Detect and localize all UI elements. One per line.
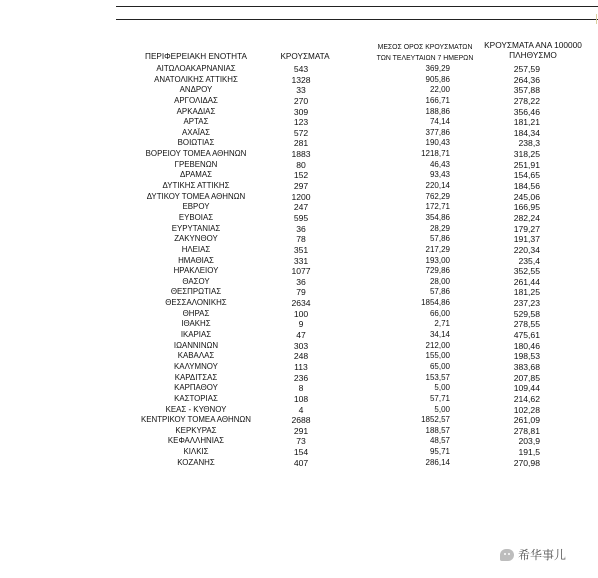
watermark <box>500 546 566 563</box>
watermark-text: 希华事儿 <box>518 548 567 562</box>
table-row <box>0 415 598 426</box>
cell-cases-per-100000: 166,95 <box>513 202 540 213</box>
cell-7day-average: 369,29 <box>425 64 450 73</box>
cell-region: ΑΙΤΩΛΟΑΚΑΡΝΑΝΙΑΣ <box>156 64 236 73</box>
cell-region: ΚΑΛΥΜΝΟΥ <box>174 361 218 371</box>
cell-cases: 33 <box>296 85 306 96</box>
table-row <box>0 405 598 416</box>
cell-cases-per-100000: 102,28 <box>513 404 540 415</box>
cell-7day-average: 34,14 <box>429 330 450 340</box>
cell-region: ΗΜΑΘΙΑΣ <box>178 255 214 265</box>
cell-cases-per-100000: 356,46 <box>513 106 540 117</box>
table-row <box>0 436 598 447</box>
cell-region: ΕΥΡΥΤΑΝΙΑΣ <box>171 223 221 233</box>
cell-cases-per-100000: 191,5 <box>518 447 540 458</box>
cell-cases-per-100000: 529,58 <box>513 308 540 319</box>
cell-region: ΚΑΡΔΙΤΣΑΣ <box>174 372 218 382</box>
cell-7day-average: 2,71 <box>434 319 450 329</box>
column-header-7day-average <box>360 42 490 64</box>
cell-cases: 78 <box>296 234 306 245</box>
cell-region: ΒΟΙΩΤΙΑΣ <box>177 138 215 148</box>
cell-7day-average: 905,86 <box>425 74 450 84</box>
cell-cases-per-100000: 214,62 <box>513 393 540 404</box>
table-row <box>0 330 598 341</box>
cell-region: ΑΡΚΑΔΙΑΣ <box>176 106 216 116</box>
cell-cases-per-100000: 282,24 <box>513 212 540 223</box>
cell-cases: 36 <box>296 276 306 287</box>
cell-cases: 2634 <box>291 298 311 309</box>
cell-cases-per-100000: 357,88 <box>513 85 540 96</box>
cell-7day-average: 155,00 <box>425 351 450 361</box>
table-row <box>0 138 598 149</box>
cell-7day-average: 217,29 <box>425 244 450 254</box>
cell-cases: 303 <box>293 340 309 351</box>
cell-7day-average: 762,29 <box>425 191 450 201</box>
cell-region: ΚΕΝΤΡΙΚΟΥ ΤΟΜΕΑ ΑΘΗΝΩΝ <box>140 415 252 425</box>
cell-cases: 595 <box>293 212 309 223</box>
table-row <box>0 362 598 373</box>
cell-cases: 281 <box>293 138 309 149</box>
cell-cases: 73 <box>296 436 306 447</box>
cell-7day-average: 1852,57 <box>421 415 450 425</box>
cell-region: ΗΡΑΚΛΕΙΟΥ <box>173 266 219 276</box>
table-row <box>0 341 598 352</box>
cell-7day-average: 48,57 <box>429 436 450 446</box>
cell-cases: 79 <box>296 287 306 298</box>
cell-7day-average: 377,86 <box>425 127 450 137</box>
cell-7day-average: 286,14 <box>425 457 450 467</box>
cell-region: ΚΕΦΑΛΛΗΝΙΑΣ <box>167 436 225 446</box>
table-row <box>0 107 598 118</box>
table-row <box>0 447 598 458</box>
column-header-7day-average-line2: ΤΩΝ ΤΕΛΕΥΤΑΙΩΝ 7 ΗΜΕΡΩΝ <box>376 55 474 62</box>
cell-region: ΙΚΑΡΙΑΣ <box>180 330 212 340</box>
table-row <box>0 96 598 107</box>
cell-cases-per-100000: 238,3 <box>518 138 540 149</box>
cell-cases: 100 <box>293 308 309 319</box>
cell-region: ΚΙΛΚΙΣ <box>183 447 209 457</box>
cell-7day-average: 188,57 <box>425 425 450 435</box>
table-row <box>0 426 598 437</box>
column-header-cases-per-100000-line2: ΠΛΗΘΥΣΜΟ <box>509 50 557 60</box>
table-row <box>0 245 598 256</box>
cell-cases-per-100000: 235,4 <box>518 255 540 266</box>
column-header-7day-average-line1: ΜΕΣΟΣ ΟΡΟΣ ΚΡΟΥΣΜΑΤΩΝ <box>377 44 473 51</box>
cell-7day-average: 28,00 <box>429 276 450 286</box>
cell-region: ΑΧΑΪΑΣ <box>181 127 211 137</box>
cell-cases: 154 <box>293 447 309 458</box>
cell-7day-average: 57,71 <box>429 393 450 403</box>
table-row <box>0 277 598 288</box>
data-table-body <box>0 64 598 468</box>
cell-region: ΑΝΑΤΟΛΙΚΗΣ ΑΤΤΙΚΗΣ <box>154 74 238 84</box>
cell-cases: 309 <box>293 106 309 117</box>
cell-cases-per-100000: 245,06 <box>513 191 540 202</box>
cell-cases-per-100000: 203,9 <box>518 436 540 447</box>
cell-cases-per-100000: 318,25 <box>513 149 540 160</box>
cell-cases: 47 <box>296 330 306 341</box>
column-header-cases-per-100000-line1: ΚΡΟΥΣΜΑΤΑ ΑΝΑ 100000 <box>484 40 582 50</box>
cell-cases-per-100000: 278,22 <box>513 95 540 106</box>
cell-cases: 351 <box>293 244 309 255</box>
cell-cases-per-100000: 278,55 <box>513 319 540 330</box>
cell-cases: 297 <box>293 181 309 192</box>
cell-region: ΗΛΕΙΑΣ <box>181 244 211 254</box>
cell-region: ΕΒΡΟΥ <box>182 202 210 212</box>
table-row <box>0 170 598 181</box>
cell-region: ΙΩΑΝΝΙΝΩΝ <box>173 340 219 350</box>
cell-cases: 1200 <box>291 191 311 202</box>
cell-cases: 36 <box>296 223 306 234</box>
table-row <box>0 319 598 330</box>
cell-region: ΔΥΤΙΚΗΣ ΑΤΤΙΚΗΣ <box>162 181 230 191</box>
table-row <box>0 192 598 203</box>
table-row <box>0 394 598 405</box>
cell-cases: 407 <box>293 457 309 468</box>
cell-region: ΘΕΣΣΑΛΟΝΙΚΗΣ <box>165 298 227 308</box>
cell-cases-per-100000: 383,68 <box>513 361 540 372</box>
cell-cases-per-100000: 191,37 <box>513 234 540 245</box>
cell-7day-average: 172,71 <box>425 202 450 212</box>
cell-7day-average: 220,14 <box>425 181 450 191</box>
cell-7day-average: 93,43 <box>429 170 450 180</box>
table-row <box>0 234 598 245</box>
cell-region: ΘΑΣΟΥ <box>182 276 210 286</box>
cell-cases-per-100000: 207,85 <box>513 372 540 383</box>
table-row <box>0 128 598 139</box>
table-row <box>0 309 598 320</box>
cell-7day-average: 22,00 <box>429 85 450 95</box>
table-row <box>0 351 598 362</box>
cell-7day-average: 46,43 <box>429 159 450 169</box>
cell-7day-average: 153,57 <box>425 372 450 382</box>
cell-region: ΒΟΡΕΙΟΥ ΤΟΜΕΑ ΑΘΗΝΩΝ <box>145 149 247 159</box>
cell-region: ΘΗΡΑΣ <box>182 308 210 318</box>
cell-cases: 8 <box>298 383 304 394</box>
cell-7day-average: 212,00 <box>425 340 450 350</box>
table-row <box>0 458 598 469</box>
cell-7day-average: 95,71 <box>429 447 450 457</box>
cell-7day-average: 57,86 <box>429 287 450 297</box>
cell-region: ΔΥΤΙΚΟΥ ΤΟΜΕΑ ΑΘΗΝΩΝ <box>146 191 246 201</box>
cell-region: ΖΑΚΥΝΘΟΥ <box>174 234 218 244</box>
cell-cases-per-100000: 237,23 <box>513 298 540 309</box>
cell-cases: 80 <box>296 159 306 170</box>
cell-cases-per-100000: 261,44 <box>513 276 540 287</box>
table-row <box>0 224 598 235</box>
cell-cases: 1077 <box>291 266 311 277</box>
cell-cases: 123 <box>293 117 309 128</box>
cell-cases-per-100000: 257,59 <box>513 64 540 74</box>
header-border-line <box>116 19 598 20</box>
cell-cases: 1883 <box>291 149 311 160</box>
top-border-line <box>116 6 598 7</box>
cell-7day-average: 1218,71 <box>421 149 450 159</box>
cell-cases: 270 <box>293 95 309 106</box>
cell-region: ΑΝΔΡΟΥ <box>179 85 213 95</box>
cell-cases-per-100000: 184,34 <box>513 127 540 138</box>
table-row <box>0 117 598 128</box>
cell-7day-average: 5,00 <box>434 404 450 414</box>
table-row <box>0 287 598 298</box>
table-row <box>0 256 598 267</box>
cell-cases-per-100000: 264,36 <box>513 74 540 85</box>
table-row <box>0 373 598 384</box>
table-row <box>0 202 598 213</box>
cell-cases-per-100000: 181,21 <box>513 117 540 128</box>
cell-cases: 4 <box>298 404 304 415</box>
cell-cases: 152 <box>293 170 309 181</box>
cell-cases: 9 <box>298 319 304 330</box>
cell-cases: 248 <box>293 351 309 362</box>
table-row <box>0 266 598 277</box>
table-row <box>0 160 598 171</box>
cell-cases: 236 <box>293 372 309 383</box>
table-row <box>0 213 598 224</box>
cell-region: ΙΘΑΚΗΣ <box>181 319 211 329</box>
cell-7day-average: 729,86 <box>425 266 450 276</box>
cell-7day-average: 66,00 <box>429 308 450 318</box>
cell-cases-per-100000: 179,27 <box>513 223 540 234</box>
chat-bubble-icon <box>500 549 514 561</box>
edge-marker <box>596 14 597 24</box>
cell-cases-per-100000: 198,53 <box>513 351 540 362</box>
cell-region: ΚΑΒΑΛΑΣ <box>177 351 215 361</box>
cell-7day-average: 65,00 <box>429 361 450 371</box>
cell-region: ΚΕΑΣ - ΚΥΘΝΟΥ <box>165 404 227 414</box>
cell-region: ΑΡΤΑΣ <box>183 117 209 127</box>
cell-7day-average: 354,86 <box>425 212 450 222</box>
cell-7day-average: 193,00 <box>425 255 450 265</box>
column-header-region: ΠΕΡΙΦΕΡΕΙΑΚΗ ΕΝΟΤΗΤΑ <box>145 52 247 61</box>
cell-region: ΕΥΒΟΙΑΣ <box>178 212 214 222</box>
cell-cases-per-100000: 270,98 <box>513 457 540 468</box>
cell-cases: 1328 <box>291 74 311 85</box>
table-row <box>0 75 598 86</box>
cell-region: ΘΕΣΠΡΩΤΙΑΣ <box>170 287 222 297</box>
cell-region: ΚΑΡΠΑΘΟΥ <box>174 383 218 393</box>
cell-cases-per-100000: 278,81 <box>513 425 540 436</box>
table-row <box>0 298 598 309</box>
cell-region: ΔΡΑΜΑΣ <box>180 170 212 180</box>
cell-region: ΚΑΣΤΟΡΙΑΣ <box>174 393 218 403</box>
cell-cases: 543 <box>293 64 309 74</box>
cell-region: ΓΡΕΒΕΝΩΝ <box>174 159 218 169</box>
table-row <box>0 64 598 75</box>
column-header-cases: ΚΡΟΥΣΜΑΤΑ <box>280 52 330 61</box>
table-row <box>0 181 598 192</box>
table-row <box>0 149 598 160</box>
cell-cases-per-100000: 154,65 <box>513 170 540 181</box>
cell-cases-per-100000: 352,55 <box>513 266 540 277</box>
cell-7day-average: 188,86 <box>425 106 450 116</box>
cell-region: ΑΡΓΟΛΙΔΑΣ <box>174 95 218 105</box>
cell-cases-per-100000: 475,61 <box>513 330 540 341</box>
cell-7day-average: 166,71 <box>425 95 450 105</box>
cell-cases: 113 <box>294 361 308 372</box>
column-header-cases-per-100000 <box>474 40 592 60</box>
cell-7day-average: 1854,86 <box>421 298 450 308</box>
table-row <box>0 383 598 394</box>
cell-cases: 572 <box>293 127 309 138</box>
cell-cases-per-100000: 261,09 <box>513 415 540 426</box>
cell-cases-per-100000: 180,46 <box>513 340 540 351</box>
cell-cases: 331 <box>293 255 309 266</box>
cell-7day-average: 5,00 <box>434 383 450 393</box>
cell-7day-average: 57,86 <box>429 234 450 244</box>
cell-cases-per-100000: 251,91 <box>513 159 540 170</box>
cell-cases-per-100000: 220,34 <box>513 244 540 255</box>
cell-cases: 247 <box>293 202 309 213</box>
table-row <box>0 85 598 96</box>
cell-7day-average: 28,29 <box>429 223 450 233</box>
cell-7day-average: 74,14 <box>429 117 450 127</box>
cell-region: ΚΕΡΚΥΡΑΣ <box>175 425 217 435</box>
cell-cases: 291 <box>293 425 309 436</box>
cell-cases: 108 <box>293 393 309 404</box>
cell-7day-average: 190,43 <box>425 138 450 148</box>
cell-cases: 2688 <box>291 415 311 426</box>
cell-cases-per-100000: 181,25 <box>513 287 540 298</box>
cell-cases-per-100000: 184,56 <box>513 181 540 192</box>
cell-cases-per-100000: 109,44 <box>513 383 540 394</box>
cell-region: ΚΟΖΑΝΗΣ <box>177 457 215 467</box>
